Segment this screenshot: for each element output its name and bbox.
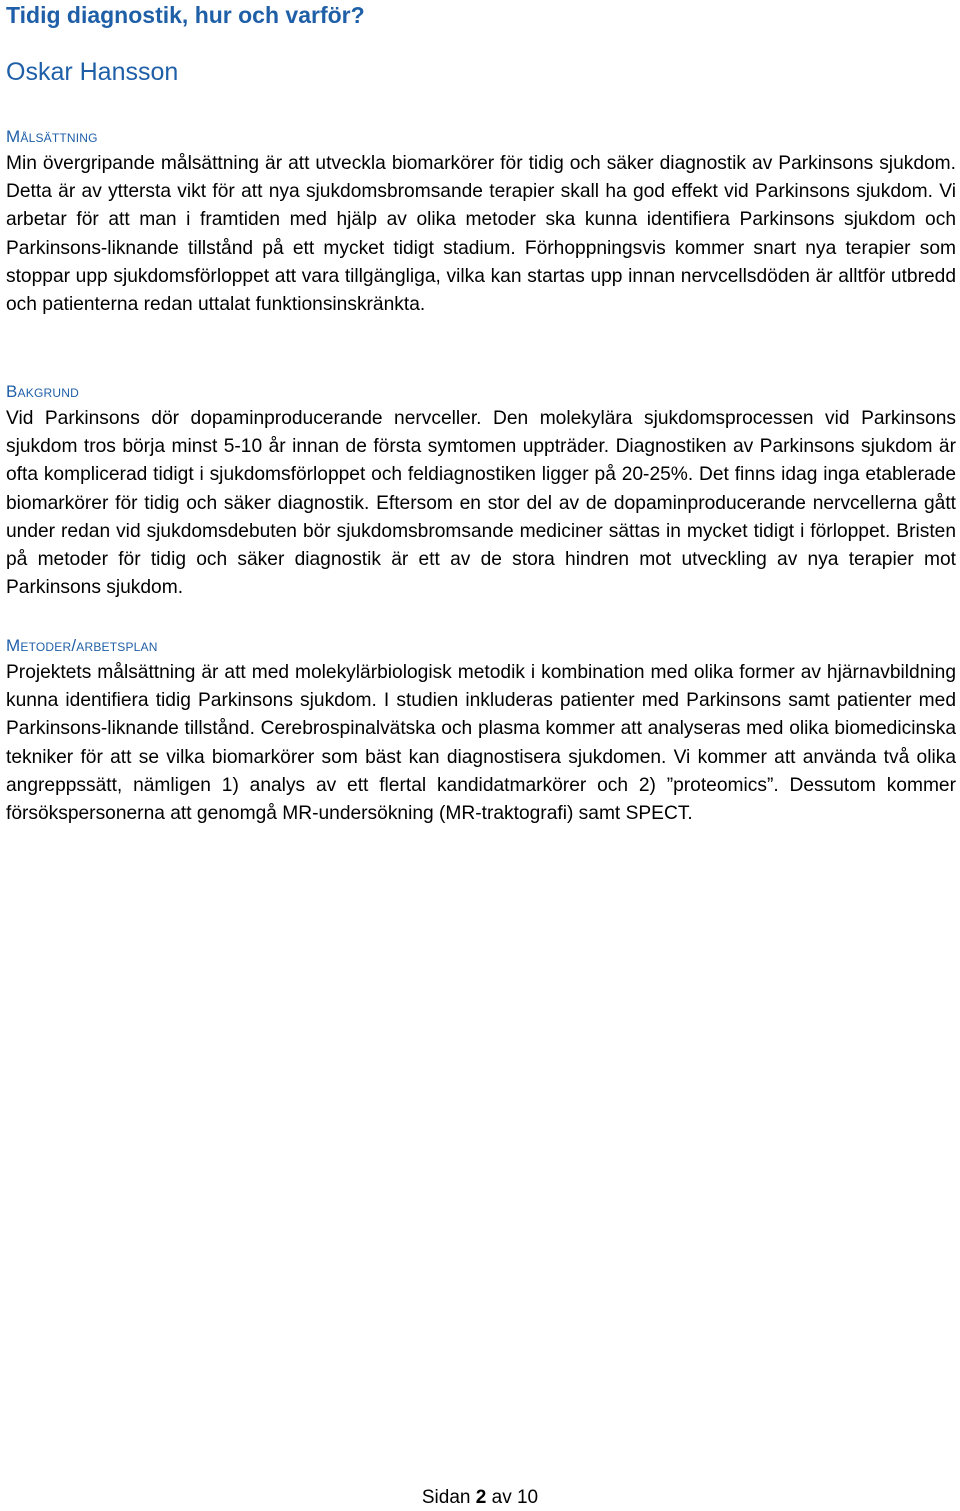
footer-total-pages: 10 — [516, 1487, 539, 1508]
footer-prefix: Sidan — [421, 1487, 471, 1508]
author-name: Oskar Hansson — [6, 58, 179, 86]
section-text-bakgrund: Vid Parkinsons dör dopaminproducerande nervceller. Den molekylära sjukdomsprocessen vid Parkinsons sjukdom tros börja minst 5-10 år innan de första symtomen uppträder. Diagnostiken av Parkinsons sjukdom är ofta komplicerad tidigt i sjukdomsförloppet och feldiagnostiken ligger på 20-25%. Det finns idag inga etablerade biomarkörer för tidig och säker diagnostik. Eftersom en stor del av de dopaminproducerande nervcellerna gått under redan vid sjukdomsdebuten bör sjukdomsbromsande mediciner sättas in mycket tidigt i förloppet. Bristen på metoder för tidig och säker diagnostik är ett av de stora hindren mot utveckling av nya terapier mot Parkinsons sjukdom. — [6, 408, 956, 599]
document-title: Tidig diagnostik, hur och varför? — [6, 2, 365, 28]
section-text-metoder: Projektets målsättning är att med molekylärbiologisk metodik i kombination med olika former av hjärnavbildning kunna identifiera tidig Parkinsons sjukdom. I studien inkluderas patienter med Parkinsons samt patienter med Parkinsons-liknande tillstånd. Cerebrospinalvätska och plasma kommer att analyseras med olika biomedicinska tekniker för att se vilka biomarkörer som bäst kan diagnostisera sjukdomen. Vi kommer att använda två olika angreppssätt, nämligen 1) analys av ett flertal kandidatmarkörer och 2) ”proteomics”. Dessutom kommer försökspersonerna att genomgå MR-undersökning (MR-traktografi) samt SPECT. — [6, 662, 956, 825]
section-heading-bakgrund: Bakgrund — [6, 382, 79, 401]
footer-separator: av — [491, 1487, 512, 1508]
section-text-malsattning: Min övergripande målsättning är att utveckla biomarkörer för tidig och säker diagnostik av Parkinsons sjukdom. Detta är av yttersta vikt för att nya sjukdomsbromsande terapier skall ha god effekt vid Parkinsons sjukdom. Vi arbetar för att man i framtiden med hjälp av olika metoder ska kunna identifiera Parkinsons sjukdom och Parkinsons-liknande tillstånd på ett mycket tidigt stadium. Förhoppningsvis kommer snart nya terapier som stoppar upp sjukdomsförloppet att vara tillgängliga, vilka kan startas upp innan nervcellsdöden är alltför utbredd och patienterna redan uttalat funktionsinskränkta. — [6, 153, 956, 316]
page-footer — [0, 1485, 960, 1511]
section-heading-malsattning: Målsättning — [6, 127, 98, 146]
footer-current-page: 2 — [475, 1487, 487, 1508]
section-heading-metoder: Metoder/arbetsplan — [6, 636, 158, 655]
